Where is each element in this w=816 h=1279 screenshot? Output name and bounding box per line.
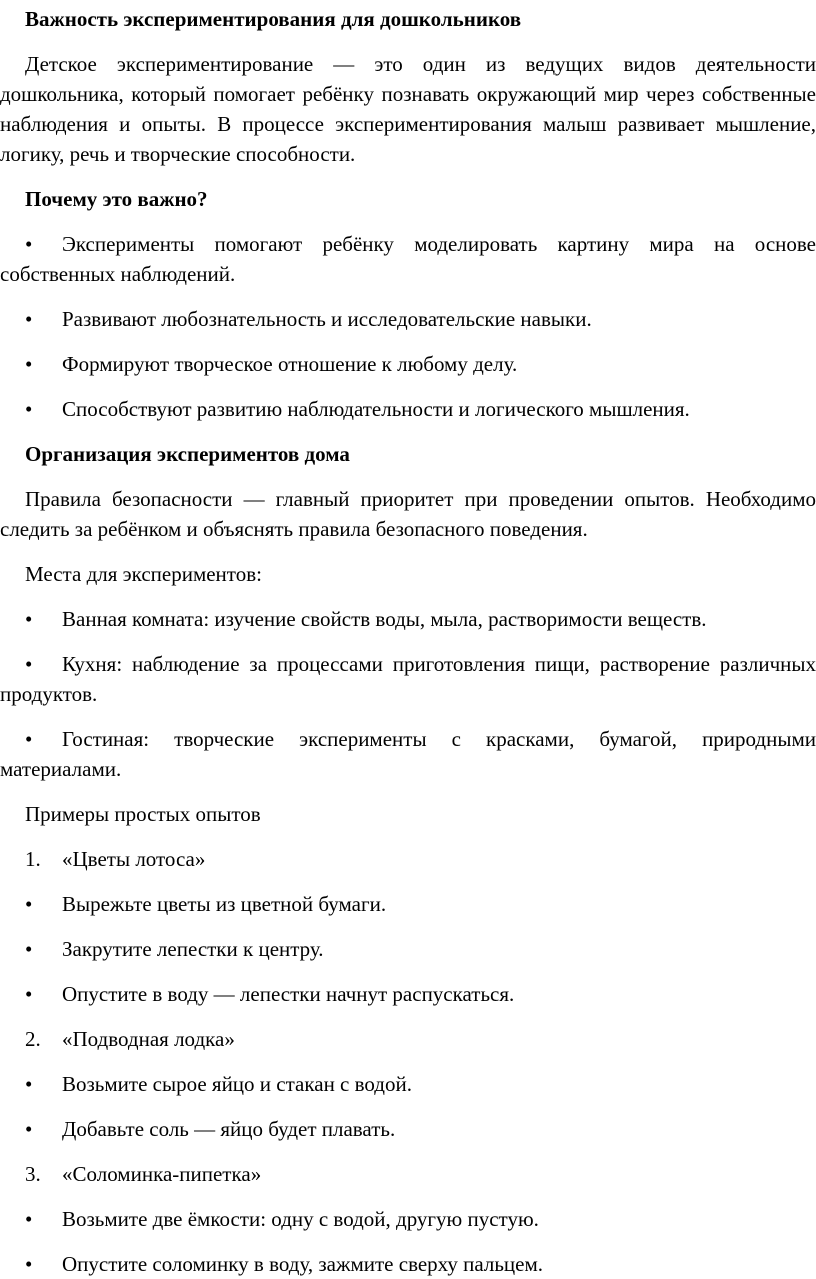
experiment-title-item xyxy=(0,1159,816,1189)
bullet-marker: • xyxy=(25,652,33,676)
bullet-marker: • xyxy=(25,982,33,1006)
experiment-title: «Подводная лодка» xyxy=(62,1027,235,1051)
list-item xyxy=(0,1249,816,1279)
bullet-marker: • xyxy=(25,232,33,256)
list-item-text: Формируют творческое отношение к любому делу. xyxy=(62,352,518,376)
intro-paragraph: Детское экспериментирование — это один из ведущих видов деятельности дошкольника, который помогает ребёнку познавать окружающий мир через собственные наблюдения и опыты. В процессе экспериментирования малыш развивает мышление, логику, речь и творческие способности. xyxy=(0,52,816,166)
list-item xyxy=(0,649,816,709)
list-item xyxy=(0,889,816,919)
places-label: Места для экспериментов: xyxy=(25,562,262,586)
list-item xyxy=(0,724,816,784)
bullet-marker: • xyxy=(25,607,33,631)
list-item-text: Эксперименты помогают ребёнку моделировать картину мира на основе собственных наблюдений. xyxy=(0,232,816,286)
experiment-title: «Соломинка-пипетка» xyxy=(62,1162,262,1186)
list-item-text: Развивают любознательность и исследовательские навыки. xyxy=(62,307,592,331)
bullet-marker: • xyxy=(25,727,33,751)
list-item xyxy=(0,934,816,964)
list-item-text: Кухня: наблюдение за процессами приготовления пищи, растворение различных продуктов. xyxy=(0,652,816,706)
list-item xyxy=(0,1069,816,1099)
list-item xyxy=(0,394,816,424)
list-item xyxy=(0,349,816,379)
bullet-marker: • xyxy=(25,1117,33,1141)
bullet-marker: • xyxy=(25,352,33,376)
list-item xyxy=(0,979,816,1009)
bullet-marker: • xyxy=(25,397,33,421)
list-item-text: Возьмите две ёмкости: одну с водой, другую пустую. xyxy=(62,1207,539,1231)
list-item xyxy=(0,229,816,289)
examples-label: Примеры простых опытов xyxy=(25,802,261,826)
bullet-marker: • xyxy=(25,937,33,961)
number-marker: 2. xyxy=(25,1027,41,1051)
experiment-title-item xyxy=(0,844,816,874)
bullet-marker: • xyxy=(25,892,33,916)
list-item-text: Закрутите лепестки к центру. xyxy=(62,937,324,961)
list-item xyxy=(0,1204,816,1234)
list-item-text: Гостиная: творческие эксперименты с красками, бумагой, природными материалами. xyxy=(0,727,816,781)
bullet-marker: • xyxy=(25,1207,33,1231)
list-item-text: Способствуют развитию наблюдательности и логического мышления. xyxy=(62,397,690,421)
list-item-text: Опустите в воду — лепестки начнут распускаться. xyxy=(62,982,515,1006)
list-item-text: Добавьте соль — яйцо будет плавать. xyxy=(62,1117,396,1141)
experiment-title: «Цветы лотоса» xyxy=(62,847,206,871)
why-heading: Почему это важно? xyxy=(25,187,208,211)
document-title: Важность экспериментирования для дошкольников xyxy=(25,7,522,31)
list-item-text: Вырежьте цветы из цветной бумаги. xyxy=(62,892,387,916)
organization-heading: Организация экспериментов дома xyxy=(25,442,350,466)
list-item-text: Ванная комната: изучение свойств воды, мыла, растворимости веществ. xyxy=(62,607,707,631)
list-item xyxy=(0,304,816,334)
list-item xyxy=(0,1114,816,1144)
safety-paragraph: Правила безопасности — главный приоритет при проведении опытов. Необходимо следить за ребёнком и объяснять правила безопасного поведения. xyxy=(0,487,816,541)
number-marker: 3. xyxy=(25,1162,41,1186)
number-marker: 1. xyxy=(25,847,41,871)
bullet-marker: • xyxy=(25,1072,33,1096)
list-item-text: Возьмите сырое яйцо и стакан с водой. xyxy=(62,1072,412,1096)
bullet-marker: • xyxy=(25,1252,33,1276)
list-item-text: Опустите соломинку в воду, зажмите сверху пальцем. xyxy=(62,1252,544,1276)
experiment-title-item xyxy=(0,1024,816,1054)
bullet-marker: • xyxy=(25,307,33,331)
list-item xyxy=(0,604,816,634)
